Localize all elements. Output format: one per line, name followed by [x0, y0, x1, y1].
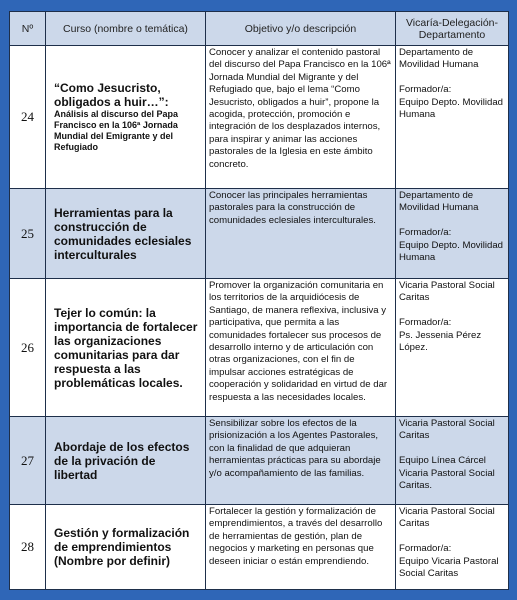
header-course: Curso (nombre o temática): [46, 12, 206, 46]
course-title: Tejer lo común: la importancia de fortalecer las organizaciones comunitarias para dar respuesta a las problemáticas locales.: [54, 305, 198, 390]
row-number: 27: [10, 417, 46, 505]
header-objective: Objetivo y/o descripción: [206, 12, 396, 46]
course-table: [9, 11, 509, 590]
vicaria-name: Vicaria Pastoral Social Caritas: [399, 280, 495, 304]
table-row: [10, 505, 509, 590]
table-row: [10, 417, 509, 505]
row-number: 26: [10, 279, 46, 417]
course-cell: [46, 417, 206, 505]
row-number: 24: [10, 46, 46, 189]
formador-label: Formador/a:: [399, 543, 452, 555]
course-subtitle: Análisis al discurso del Papa Francisco en la 106ª Jornada Mundial del Emigrante y del Refugiado: [54, 109, 179, 152]
vicaria-cell: [396, 417, 509, 505]
vicaria-cell: [396, 505, 509, 590]
header-vicaria: Vicaría-Delegación-Departamento: [396, 12, 509, 46]
vicaria-name: Departamento de Movilidad Humana: [399, 190, 479, 214]
course-title: Herramientas para la construcción de comunidades eclesiales interculturales: [54, 205, 192, 262]
objective-cell: Sensibilizar sobre los efectos de la prisionización a los Agentes Pastorales, con la finalidad de que adquieran herramientas prácticas para su abordaje y/o acompañamiento de las familias.: [206, 417, 396, 505]
header-num: Nº: [10, 12, 46, 46]
vicaria-cell: [396, 279, 509, 417]
formador-label: Formador/a:: [399, 227, 452, 239]
course-title: “Como Jesucristo, obligados a huir…”:: [54, 81, 169, 109]
objective-cell: Promover la organización comunitaria en los territorios de la arquidiócesis de Santiago, de manera reflexiva, inclusiva y participativa, que permita a las comunidades fortalecer sus procesos de desarrollo interno y de articulación con otras organizaciones, con el fin de impulsar acciones estratégicas de cooperación y solidaridad en virtud de dar respuesta a las necesidades locales.: [206, 279, 396, 417]
course-title: Gestión y formalización de emprendimientos (Nombre por definir): [54, 526, 190, 568]
vicaria-name: Vicaria Pastoral Social Caritas: [399, 418, 495, 442]
formador-name: Ps. Jessenia Pérez López.: [399, 329, 482, 354]
row-number: 28: [10, 505, 46, 590]
row-number: 25: [10, 189, 46, 279]
course-cell: [46, 505, 206, 590]
formador-name: Equipo Vicaria Pastoral Social Caritas: [399, 555, 499, 580]
course-table-frame: [9, 11, 508, 589]
course-title: Abordaje de los efectos de la privación de libertad: [54, 439, 190, 482]
course-cell: [46, 189, 206, 279]
course-cell: [46, 46, 206, 189]
vicaria-cell: [396, 46, 509, 189]
objective-cell: Conocer las principales herramientas pastorales para la construcción de comunidades eclesiales interculturales.: [206, 189, 396, 279]
objective-cell: Fortalecer la gestión y formalización de emprendimientos, a través del desarrollo de herramientas de gestión, plan de negocios y marketing en personas que deseen iniciar o están emprendiendo.: [206, 505, 396, 590]
objective-cell: Conocer y analizar el contenido pastoral del discurso del Papa Francisco en la 106ª Jornada Mundial del Migrante y del Refugiado que, bajo el lema “Como Jesucristo, obligados a huir”, propone la acogida, protección, promoción e integración de los desplazados internos, para inspirar y animar las acciones pastorales de la Iglesia en este ámbito concreto.: [206, 46, 396, 189]
vicaria-name: Vicaria Pastoral Social Caritas: [399, 506, 495, 530]
table-row: [10, 279, 509, 417]
formador-label: Formador/a:: [399, 84, 452, 96]
formador-name: Equipo Línea Cárcel Vicaria Pastoral Social Caritas.: [399, 455, 495, 492]
course-cell: [46, 279, 206, 417]
vicaria-name: Departamento de Movilidad Humana: [399, 47, 479, 71]
table-row: [10, 46, 509, 189]
table-row: [10, 189, 509, 279]
formador-label: Formador/a:: [399, 317, 452, 329]
vicaria-cell: [396, 189, 509, 279]
header-row: [10, 12, 509, 46]
formador-name: Equipo Depto. Movilidad Humana: [399, 239, 503, 264]
formador-name: Equipo Depto. Movilidad Humana: [399, 96, 503, 121]
